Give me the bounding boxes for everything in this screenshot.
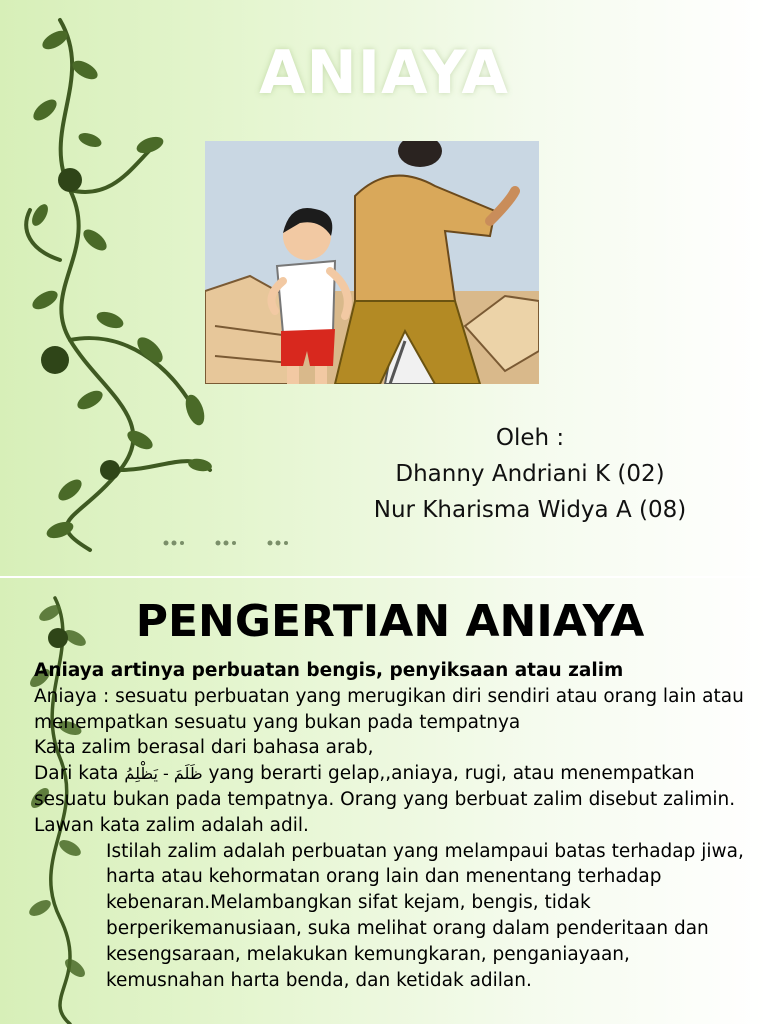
arabic-word: ظَلَمَ - يَظْلِمُ	[124, 764, 203, 784]
lead-sentence: Aniaya artinya perbuatan bengis, penyiksaan atau zalim	[34, 660, 624, 681]
paragraph-origin: Kata zalim berasal dari bahasa arab,	[34, 737, 374, 759]
authors-label: Oleh :	[495, 425, 565, 451]
definition-text	[34, 658, 754, 993]
paragraph-arabic-meaning	[34, 761, 754, 838]
illustration-man-and-child	[205, 141, 539, 384]
author-credits	[330, 420, 730, 528]
arabic-prefix: Dari kata	[34, 763, 119, 785]
dotted-ornament	[160, 538, 320, 548]
section-title: PENGERTIAN ANIAYA	[135, 596, 645, 647]
paragraph-term: Istilah zalim adalah perbuatan yang melampaui batas terhadap jiwa, harta atau kehormatan orang lain dan menentang terhadap kebenaran.Melambangkan sifat kejam, bengis, tidak berperikemanusiaan, suka melihat orang dalam penderitaan dan kesengsaraan, melakukan kemungkaran, penganiayaan, kemusnahan harta benda, dan ketidak adilan.	[106, 840, 744, 991]
slide-title: ANIAYA	[259, 38, 509, 108]
paragraph-definition: Aniaya : sesuatu perbuatan yang merugikan diri sendiri atau orang lain atau menempatkan sesuatu yang bukan pada tempatnya	[34, 685, 744, 733]
author-name-2: Nur Kharisma Widya A (08)	[373, 497, 687, 523]
author-name-1: Dhanny Andriani K (02)	[395, 461, 665, 487]
slide-definition	[0, 578, 768, 1024]
arabic-suffix: yang berarti gelap,,aniaya, rugi, atau menempatkan sesuatu bukan pada tempatnya. Orang yang berbuat zalim disebut zalimin. Lawan kata zalim adalah adil.	[34, 763, 736, 836]
cartoon-illustration	[205, 141, 539, 384]
